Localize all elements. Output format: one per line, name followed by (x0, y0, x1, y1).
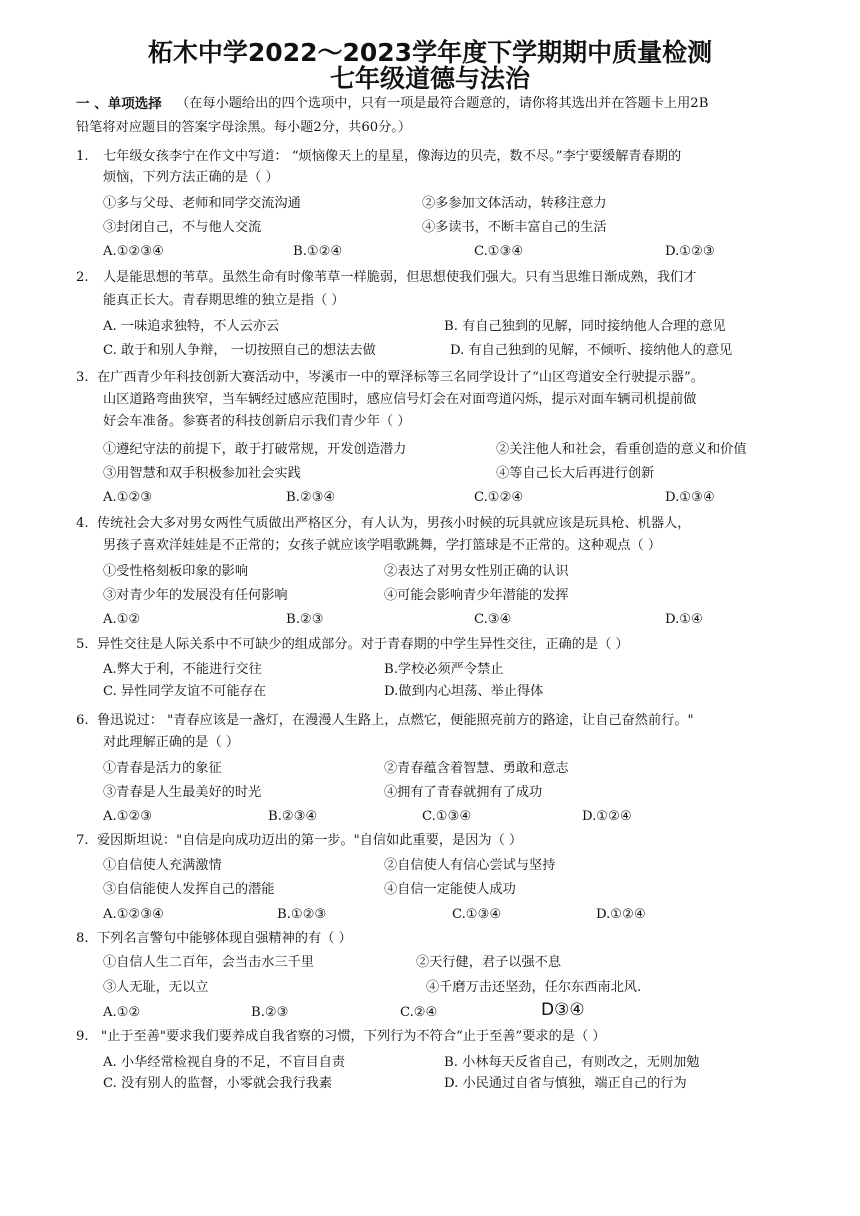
exam-subtitle: 七年级道德与法治 (329, 64, 530, 93)
q9-option-c: C. 没有别人的监督，小零就会我行我素 (103, 1076, 333, 1091)
q6-option-d: D.①②④ (582, 809, 632, 824)
q5-option-c: C. 异性同学友谊不可能存在 (103, 684, 267, 699)
q9-option-d: D. 小民通过自省与慎独，端正自己的行为 (444, 1076, 687, 1091)
q8-option-c: C.②④ (400, 1005, 438, 1020)
q6-option-a: A.①②③ (103, 809, 153, 824)
q8-option-b: B.②③ (251, 1005, 289, 1020)
q7-statement-3: ③自信能使人发挥自己的潜能 (103, 882, 275, 897)
q8-stem: 下列名言警句中能够体现自强精神的有（ ） (97, 931, 352, 946)
q9-stem: "止于至善"要求我们要养成自我省察的习惯，下列行为不符合“止于至善”要求的是（ ） (101, 1029, 606, 1044)
q7-number: 7. (76, 833, 89, 848)
q2-stem: 人是能思想的苇草。虽然生命有时像苇草一样脆弱，但思想使我们强大。只有当思维日渐成熟，我们才 (103, 270, 697, 285)
q3-option-c: C.①②④ (474, 490, 524, 505)
section-instructions-cont: 铅笔将对应题目的答案字母涂黑。每小题2分，共60分。） (76, 120, 412, 135)
q4-statement-1: ①受性格刻板印象的影响 (103, 564, 249, 579)
q2-option-b: B. 有自己独到的见解，同时接纳他人合理的意见 (444, 319, 726, 334)
q4-statement-3: ③对青少年的发展没有任何影响 (103, 588, 288, 603)
q7-statement-4: ④自信一定能使人成功 (384, 882, 516, 897)
q9-option-b: B. 小林每天反省自己，有则改之，无则加勉 (444, 1055, 700, 1070)
q1-statement-3: ③封闭自己，不与他人交流 (103, 220, 262, 235)
section-heading: 一 、单项选择 (76, 96, 162, 112)
q3-option-d: D.①③④ (665, 490, 715, 505)
q3-option-b: B.②③④ (286, 490, 336, 505)
q4-option-d: D.①④ (665, 612, 703, 627)
q1-stem-cont: 烦恼，下列方法正确的是（ ） (103, 170, 279, 185)
q6-option-b: B.②③④ (268, 809, 318, 824)
q5-stem: 异性交往是人际关系中不可缺少的组成部分。对于青春期的中学生异性交往，正确的是（ ） (97, 637, 629, 652)
q6-statement-3: ③青春是人生最美好的时光 (103, 785, 262, 800)
q9-option-a: A. 小华经常检视自身的不足，不盲目自责 (103, 1055, 346, 1070)
q8-statement-4: ④千磨万击还坚劲，任尔东西南北风. (426, 980, 642, 995)
q8-option-d: D③④ (541, 1000, 585, 1020)
q1-statement-2: ②多参加文体活动，转移注意力 (422, 196, 607, 211)
q3-option-a: A.①②③ (103, 490, 153, 505)
q3-statement-3: ③用智慧和双手积极参加社会实践 (103, 466, 301, 481)
q6-stem: 鲁迅说过： "青春应该是一盏灯，在漫漫人生路上，点燃它，便能照亮前方的路途，让自己奋然前行。" (97, 713, 694, 728)
q1-option-a: A.①②③④ (103, 244, 165, 259)
q7-option-d: D.①②④ (596, 907, 646, 922)
q2-option-a: A. 一味追求独特，不人云亦云 (103, 319, 280, 334)
q4-statement-4: ④可能会影响青少年潜能的发挥 (384, 588, 569, 603)
q3-statement-1: ①遵纪守法的前提下，敢于打破常规，开发创造潜力 (103, 442, 407, 457)
q1-stem: 七年级女孩李宁在作文中写道： “烦恼像天上的星星，像海边的贝壳，数不尽。”李宁要缓解青春期的 (103, 149, 682, 164)
q1-option-d: D.①②③ (665, 244, 715, 259)
q5-option-a: A.弊大于利，不能进行交往 (103, 662, 262, 677)
q6-statement-1: ①青春是活力的象征 (103, 761, 222, 776)
q6-number: 6. (76, 713, 89, 728)
q2-number: 2. (76, 270, 89, 285)
q6-stem-cont: 对此理解正确的是（ ） (103, 735, 240, 750)
exam-title: 柘木中学2022～2023学年度下学期期中质量检测 (147, 38, 713, 67)
q7-option-c: C.①③④ (452, 907, 502, 922)
q8-statement-2: ②天行健，君子以强不息 (416, 955, 562, 970)
q5-option-d: D.做到内心坦荡、举止得体 (384, 684, 544, 699)
q7-option-b: B.①②③ (277, 907, 327, 922)
q4-stem-cont: 男孩子喜欢洋娃娃是不正常的；女孩子就应该学唱歌跳舞，学打篮球是不正常的。这种观点（ ） (103, 538, 662, 553)
q4-statement-2: ②表达了对男女性别正确的认识 (384, 564, 569, 579)
q4-option-b: B.②③ (286, 612, 324, 627)
section-instructions: （在每小题给出的四个选项中，只有一项是最符合题意的，请你将其选出并在答题卡上用2B (176, 96, 709, 111)
q7-statement-1: ①自信使人充满激情 (103, 858, 222, 873)
q7-stem: 爱因斯坦说："自信是向成功迈出的第一步。"自信如此重要，是因为（ ） (97, 833, 523, 848)
q7-statement-2: ②自信使人有信心尝试与坚持 (384, 858, 556, 873)
q2-stem-cont: 能真正长大。青春期思维的独立是指（ ） (103, 293, 345, 308)
q5-option-b: B.学校必须严令禁止 (384, 662, 504, 677)
q8-statement-1: ①自信人生二百年，会当击水三千里 (103, 955, 314, 970)
q6-statement-4: ④拥有了青春就拥有了成功 (384, 785, 543, 800)
q2-option-d: D. 有自己独到的见解，不倾听、接纳他人的意见 (450, 343, 733, 358)
q3-statement-2: ②关注他人和社会，看重创造的意义和价值 (496, 442, 747, 457)
q4-number: 4. (76, 516, 89, 531)
q4-stem: 传统社会大多对男女两性气质做出严格区分，有人认为，男孩小时候的玩具就应该是玩具枪、机器人， (97, 516, 691, 531)
q3-number: 3. (76, 370, 89, 385)
q3-statement-4: ④等自己长大后再进行创新 (496, 466, 655, 481)
q3-stem: 在广西青少年科技创新大赛活动中，岑溪市一中的覃泽标等三名同学设计了“山区弯道安全行驶提示器”。 (97, 370, 704, 385)
q2-option-c: C. 敢于和别人争辩， 一切按照自己的想法去做 (103, 343, 376, 358)
q1-option-c: C.①③④ (474, 244, 524, 259)
q4-option-a: A.①② (103, 612, 141, 627)
q8-number: 8. (76, 931, 89, 946)
q9-number: 9. (76, 1029, 89, 1044)
q6-option-c: C.①③④ (422, 809, 472, 824)
q1-statement-1: ①多与父母、老师和同学交流沟通 (103, 196, 301, 211)
q1-number: 1. (76, 149, 89, 164)
q7-option-a: A.①②③④ (103, 907, 165, 922)
q8-option-a: A.①② (103, 1005, 141, 1020)
q8-statement-3: ③人无耻，无以立 (103, 980, 209, 995)
q5-number: 5. (76, 637, 89, 652)
q1-statement-4: ④多读书，不断丰富自己的生活 (422, 220, 607, 235)
q3-stem-cont-2: 好会车准备。参赛者的科技创新启示我们青少年（ ） (103, 414, 411, 429)
q3-stem-cont: 山区道路弯曲狭窄，当车辆经过感应范围时，感应信号灯会在对面弯道闪烁，提示对面车辆司机提前做 (103, 392, 697, 407)
q6-statement-2: ②青春蕴含着智慧、勇敢和意志 (384, 761, 569, 776)
q1-option-b: B.①②④ (293, 244, 343, 259)
q4-option-c: C.③④ (474, 612, 512, 627)
